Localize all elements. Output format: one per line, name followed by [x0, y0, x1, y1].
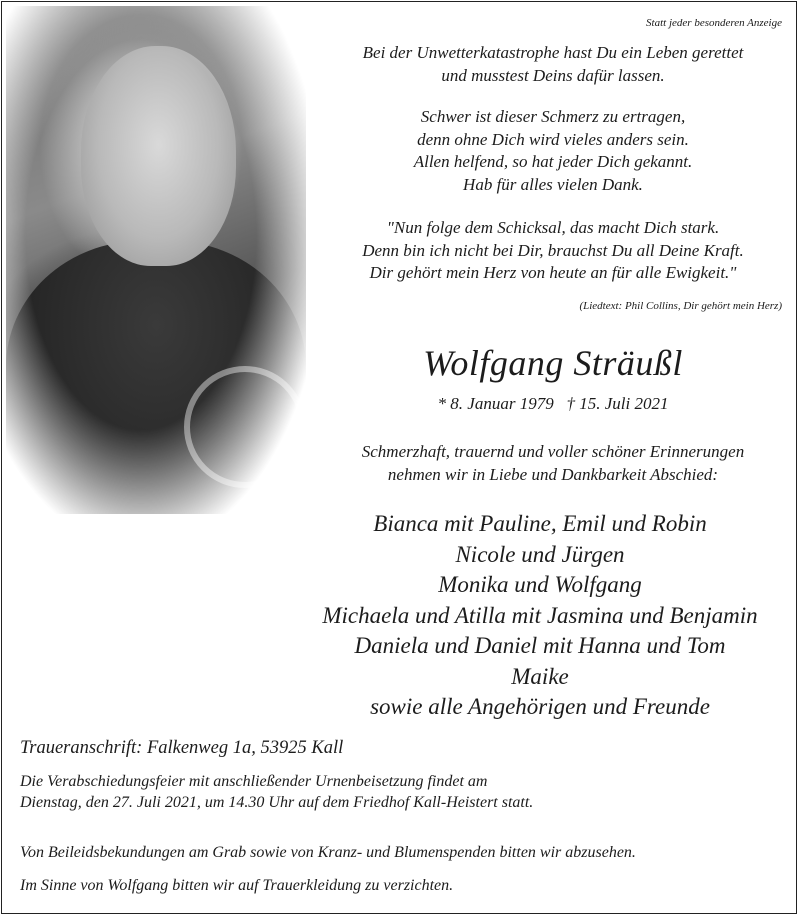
stanza-line: Dir gehört mein Herz von heute an für alle Ewigkeit." [369, 263, 737, 282]
clothing-notice: Im Sinne von Wolfgang bitten wir auf Trauerkleidung zu verzichten. [20, 877, 454, 894]
mourning-address: Traueranschrift: Falkenweg 1a, 53925 Kall [20, 738, 344, 758]
condolence-notice: Von Beileidsbekundungen am Grab sowie von Kranz- und Blumenspenden bitten wir abzusehen. [20, 844, 636, 861]
lyrics-credit: (Liedtext: Phil Collins, Dir gehört mein Herz) [579, 300, 782, 312]
mourner-line: Monika und Wolfgang [438, 572, 642, 597]
header-note: Statt jeder besonderen Anzeige [646, 17, 782, 29]
notice-line: Dienstag, den 27. Juli 2021, um 14.30 Uhr auf dem Friedhof Kall-Heistert statt. [20, 794, 534, 811]
stanza-2 [318, 106, 788, 196]
stanza-line: denn ohne Dich wird vieles anders sein. [417, 129, 689, 149]
deceased-name: Wolfgang Sträußl [423, 343, 683, 383]
stanza-line: Allen helfend, so hat jeder Dich gekannt. [413, 152, 693, 171]
stanza-line: Schwer ist dieser Schmerz zu ertragen, [420, 107, 686, 126]
mourners-list [290, 509, 790, 723]
mourner-line: Bianca mit Pauline, Emil und Robin [373, 511, 707, 536]
portrait-hoodie-print [184, 366, 306, 488]
portrait-face [81, 46, 236, 266]
stanza-3 [318, 217, 788, 285]
mourner-line: Maike [511, 663, 569, 689]
mourner-line: Nicole und Jürgen [455, 541, 625, 567]
stanza-line: "Nun folge dem Schicksal, das macht Dich stark. [386, 218, 720, 237]
stanza-line: Denn bin ich nicht bei Dir, brauchst Du all Deine Kraft. [362, 240, 744, 260]
farewell-intro [318, 440, 788, 486]
ceremony-notice [20, 771, 533, 813]
mourner-line: sowie alle Angehörigen und Freunde [370, 694, 710, 719]
stanza-line: Bei der Unwetterkatastrophe hast Du ein Leben gerettet [362, 43, 744, 62]
mourner-line: Michaela und Atilla mit Jasmina und Benjamin [322, 602, 758, 628]
intro-line: Schmerzhaft, trauernd und voller schöner Erinnerungen [361, 442, 745, 461]
stanza-1 [318, 42, 788, 87]
notice-line: Die Verabschiedungsfeier mit anschließender Urnenbeisetzung findet am [20, 773, 488, 790]
life-dates: * 8. Januar 1979 † 15. Juli 2021 [437, 394, 669, 413]
stanza-line: und musstest Deins dafür lassen. [441, 65, 665, 85]
mourner-line: Daniela und Daniel mit Hanna und Tom [354, 633, 726, 658]
stanza-line: Hab für alles vielen Dank. [463, 174, 643, 194]
portrait-photo [6, 6, 306, 514]
intro-line: nehmen wir in Liebe und Dankbarkeit Abschied: [387, 465, 719, 484]
